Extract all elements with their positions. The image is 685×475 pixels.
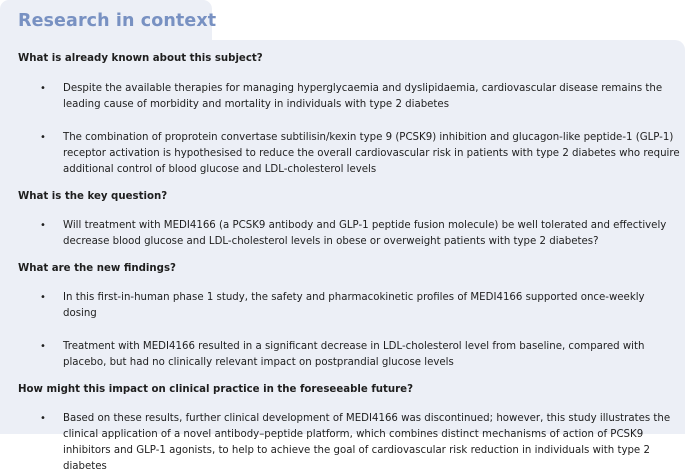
list-item	[18, 81, 680, 113]
bullet-icon: •	[40, 413, 46, 424]
bullet-text: Treatment with MEDI4166 resulted in a significant decrease in LDL-cholesterol level from baseline, compared with placebo, but had no clinically relevant impact on postprandial glucose levels	[63, 341, 645, 368]
bullet-icon: •	[40, 83, 46, 94]
box-title: Research in context	[18, 11, 217, 31]
bullet-text: The combination of proprotein convertase subtilisin/kexin type 9 (PCSK9) inhibition and glucagon-like peptide-1 (GLP-1) receptor activation is hypothesised to reduce the overall cardiovascular risk in patients with type 2 diabetes who require additional control of blood glucose and LDL-cholesterol levels	[63, 132, 680, 175]
bullet-icon: •	[40, 132, 46, 143]
list-item	[18, 130, 680, 178]
list-item	[18, 218, 680, 250]
question-key: What is the key question?	[18, 191, 168, 202]
bullet-text: In this first-in-human phase 1 study, the safety and pharmacokinetic profiles of MEDI4166 supported once-weekly dosing	[63, 292, 645, 319]
list-item	[18, 290, 680, 322]
bullet-icon: •	[40, 292, 46, 303]
bullet-icon: •	[40, 341, 46, 352]
question-findings: What are the new findings?	[18, 263, 176, 274]
section-tab	[0, 0, 217, 40]
list-item	[18, 411, 680, 475]
bullet-icon: •	[40, 220, 46, 231]
bullet-text: Based on these results, further clinical development of MEDI4166 was discontinued; however, this study illustrates the clinical application of a novel antibody–peptide platform, which combines distinct mechanisms of action of PCSK9 inhibitors and GLP-1 agonists, to help to achieve the goal of cardiovascular risk reduction in individuals with type 2 diabetes	[63, 413, 671, 472]
question-known: What is already known about this subject?	[18, 53, 263, 64]
list-item	[18, 339, 680, 371]
bullet-text: Despite the available therapies for managing hyperglycaemia and dyslipidaemia, cardiovascular disease remains the leading cause of morbidity and mortality in individuals with type 2 diabetes	[63, 83, 663, 110]
bullet-text: Will treatment with MEDI4166 (a PCSK9 antibody and GLP-1 peptide fusion molecule) be well tolerated and effectively decrease blood glucose and LDL-cholesterol levels in obese or overweight patients with type 2 diabetes?	[63, 220, 667, 247]
question-impact: How might this impact on clinical practice in the foreseeable future?	[18, 384, 413, 395]
box-content	[18, 47, 680, 475]
